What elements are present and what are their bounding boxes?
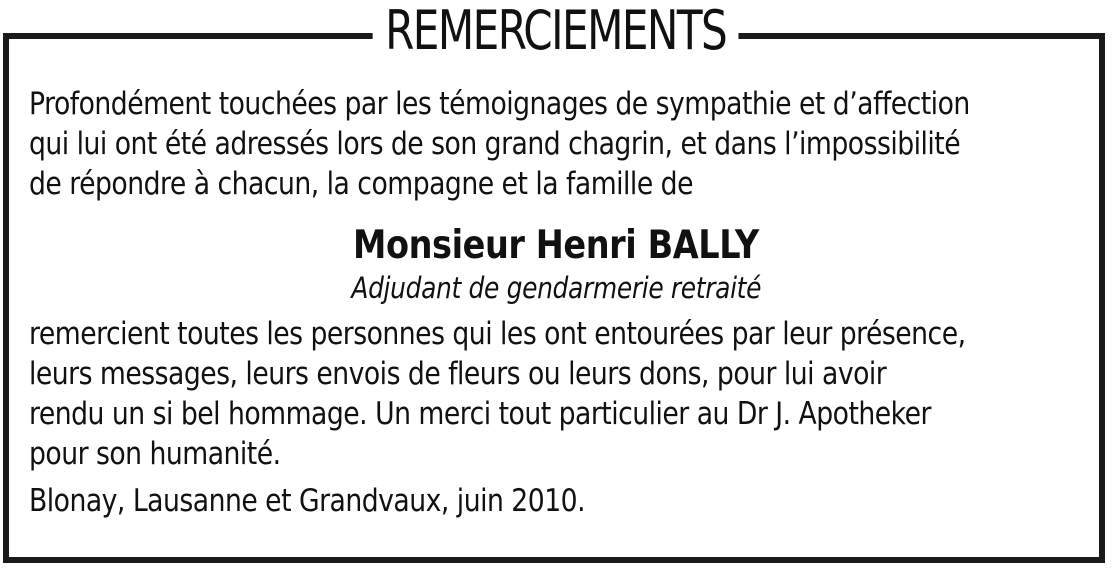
deceased-title: Adjudant de gendarmerie retraité — [351, 271, 761, 305]
heading-container — [0, 0, 1112, 66]
intro-line: de répondre à chacun, la compagne et la famille de — [29, 166, 693, 202]
thanks-line: remercient toutes les personnes qui les ont entourées par leur présence, — [29, 316, 966, 352]
intro-line: qui lui ont été adressés lors de son grand chagrin, et dans l’impossibilité — [29, 126, 961, 162]
place-and-date: Blonay, Lausanne et Grandvaux, juin 2010. — [29, 483, 586, 519]
thanks-line: rendu un si bel hommage. Un merci tout particulier au Dr J. Apotheker — [29, 396, 931, 432]
intro-paragraph — [29, 84, 1083, 204]
notice-body — [29, 84, 1083, 521]
thanks-line: pour son humanité. — [29, 436, 281, 472]
intro-line: Profondément touchées par les témoignages de sympathie et d’affection — [29, 86, 970, 122]
notice-heading: REMERCIEMENTS — [373, 0, 739, 64]
deceased-name: Monsieur Henri BALLY — [353, 223, 759, 268]
thanks-paragraph — [29, 314, 1083, 474]
thanks-line: leurs messages, leurs envois de fleurs ou leurs dons, pour lui avoir — [29, 356, 887, 392]
